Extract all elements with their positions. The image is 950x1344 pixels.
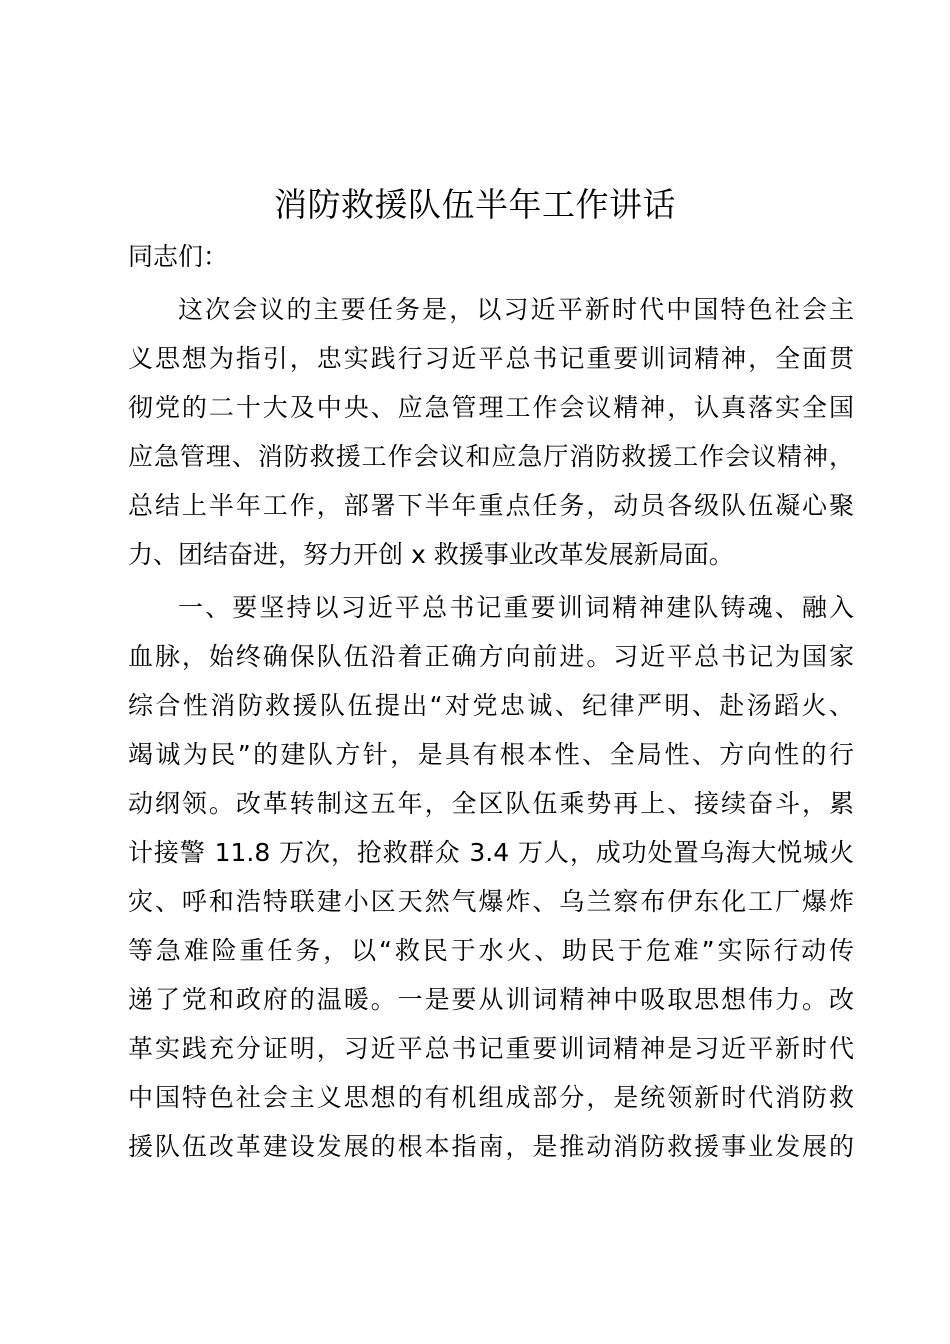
paragraph-line: 中国特色社会主义思想的有机组成部分，是统领新时代消防救	[128, 1083, 854, 1112]
paragraph-line: 彻党的二十大及中央、应急管理工作会议精神，认真落实全国	[128, 393, 854, 422]
paragraph-line: 灾、呼和浩特联建小区天然气爆炸、乌兰察布伊东化工厂爆炸	[128, 887, 854, 916]
paragraph-line: 援队伍改革建设发展的根本指南，是推动消防救援事业发展的	[128, 1132, 854, 1161]
paragraph-line: 动纲领。改革转制这五年，全区队伍乘势再上、接续奋斗，累	[128, 789, 854, 818]
paragraph-line: 计接警 11.8 万次，抢救群众 3.4 万人，成功处置乌海大悦城火	[128, 838, 854, 867]
paragraph-line: 递了党和政府的温暖。一是要从训词精神中吸取思想伟力。改	[128, 985, 854, 1014]
document-title: 消防救援队伍半年工作讲话	[274, 185, 676, 224]
paragraph-line: 竭诚为民”的建队方针，是具有根本性、全局性、方向性的行	[128, 740, 854, 769]
paragraph-1	[128, 285, 854, 579]
paragraph-line: 这次会议的主要任务是，以习近平新时代中国特色社会主	[178, 295, 854, 324]
paragraph-line: 力、团结奋进，努力开创 x 救援事业改革发展新局面。	[128, 540, 734, 569]
salutation: 同志们：	[128, 242, 229, 271]
document-body	[128, 232, 854, 1171]
paragraph-line: 一、要坚持以习近平总书记重要训词精神建队铸魂、融入	[178, 593, 854, 622]
paragraph-2	[128, 583, 854, 1171]
paragraph-line: 综合性消防救援队伍提出“对党忠诚、纪律严明、赴汤蹈火、	[128, 691, 854, 720]
paragraph-line: 应急管理、消防救援工作会议和应急厅消防救援工作会议精神，	[128, 442, 854, 471]
paragraph-line: 等急难险重任务，以“救民于水火、助民于危难”实际行动传	[128, 936, 854, 965]
paragraph-line: 总结上半年工作，部署下半年重点任务，动员各级队伍凝心聚	[128, 491, 854, 520]
paragraph-line: 义思想为指引，忠实践行习近平总书记重要训词精神，全面贯	[128, 344, 854, 373]
paragraph-line: 血脉，始终确保队伍沿着正确方向前进。习近平总书记为国家	[128, 642, 854, 671]
paragraph-line: 革实践充分证明，习近平总书记重要训词精神是习近平新时代	[128, 1034, 854, 1063]
